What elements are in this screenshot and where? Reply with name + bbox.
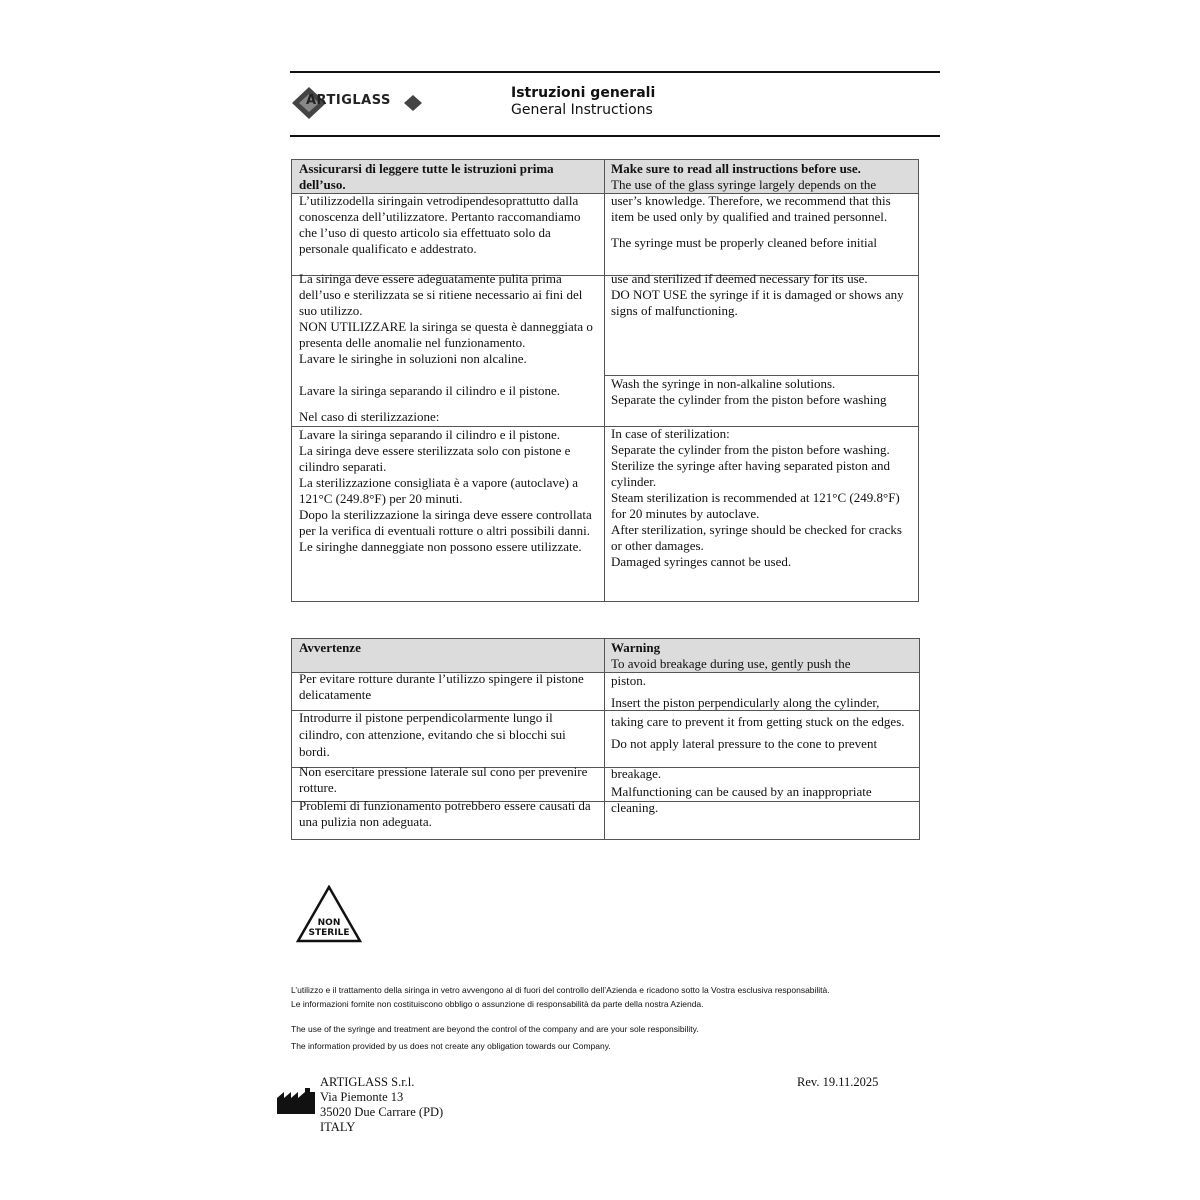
body-text: Introdurre il pistone perpendicolarmente lungo il cilindro, con attenzione, evitando che si blocchi sui bordi. bbox=[299, 710, 566, 759]
body-text: Malfunctioning can be caused by an inappropriate bbox=[611, 784, 872, 799]
body-text: Lavare la siringa separando il cilindro e il pistone. bbox=[299, 427, 560, 442]
body-text: piston. bbox=[611, 673, 647, 688]
table-cell-italian bbox=[299, 427, 599, 555]
body-text: To avoid breakage during use, gently push the bbox=[611, 656, 851, 671]
artiglass-logo bbox=[290, 84, 430, 122]
body-text: Dopo la sterilizzazione la siringa deve essere controllata per la verifica di eventuali rotture o altri possibili danni. Le siringhe danneggiate non possono essere utilizzate. bbox=[299, 507, 592, 554]
header-cell-english bbox=[611, 161, 916, 193]
header-text: Make sure to read all instructions before use. bbox=[611, 161, 861, 176]
body-text: DO NOT USE the syringe if it is damaged or shows any signs of malfunctioning. bbox=[611, 287, 904, 318]
body-text: La siringa deve essere adeguatamente pulita prima dell’uso e sterilizzata se si ritiene necessario ai fini del suo utilizzo. bbox=[299, 271, 583, 318]
country: ITALY bbox=[320, 1120, 356, 1134]
non-sterile-triangle-icon bbox=[296, 885, 362, 943]
table-cell-english bbox=[611, 766, 916, 800]
warning-table bbox=[291, 638, 920, 840]
body-text: taking care to prevent it from getting stuck on the edges. bbox=[611, 714, 905, 729]
page-title-english: General Instructions bbox=[511, 102, 653, 118]
body-text: cleaning. bbox=[611, 800, 659, 815]
disclaimer-line: L’utilizzo e il trattamento della siringa in vetro avvengono al di fuori del controllo dell’Azienda e ricadono sotto la Vostra esclusiva responsabilità. bbox=[291, 985, 830, 995]
table-cell-italian bbox=[299, 383, 599, 425]
column-divider bbox=[604, 160, 605, 601]
table-cell-english bbox=[611, 714, 916, 752]
table-cell-italian bbox=[299, 709, 599, 760]
symbol-text-line-1: NON bbox=[317, 918, 341, 928]
body-text: use and sterilized if deemed necessary for its use. bbox=[611, 271, 868, 286]
body-text: Sterilize the syringe after having separated piston and cylinder. bbox=[611, 458, 891, 489]
column-divider bbox=[604, 639, 605, 839]
disclaimer-line: Le informazioni fornite non costituiscono obbligo o assunzione di responsabilità da parte della nostra Azienda. bbox=[291, 999, 704, 1009]
table-cell-italian bbox=[299, 271, 599, 367]
body-text: Nel caso di sterilizzazione: bbox=[299, 409, 440, 424]
table-cell-italian: Per evitare rotture durante l’utilizzo spingere il pistone delicatamente bbox=[299, 671, 584, 702]
header-text: Warning bbox=[611, 640, 661, 655]
table-cell-italian: L’utilizzodella siringain vetrodipendesoprattutto dalla conoscenza dell’utilizzatore. Pertanto raccomandiamo che l’uso di questo articolo sia effettuato solo da personale qualificato e addestrato. bbox=[299, 193, 581, 256]
street-address: Via Piemonte 13 bbox=[320, 1090, 404, 1104]
table-cell-english bbox=[611, 426, 916, 570]
table-cell-english bbox=[611, 673, 916, 711]
body-text: In case of sterilization: bbox=[611, 426, 730, 441]
company-name: ARTIGLASS S.r.l. bbox=[320, 1075, 415, 1089]
body-text: user’s knowledge. Therefore, we recommend that this item be used only by qualified and trained personnel. bbox=[611, 193, 891, 224]
table-cell-english bbox=[611, 271, 916, 319]
header-cell-italian: Assicurarsi di leggere tutte le istruzioni prima dell’uso. bbox=[299, 161, 554, 192]
body-text: Wash the syringe in non-alkaline solutions. bbox=[611, 376, 836, 391]
disclaimer-line: The information provided by us does not create any obligation towards our Company. bbox=[291, 1041, 611, 1051]
table-cell-italian: Problemi di funzionamento potrebbero essere causati da una pulizia non adeguata. bbox=[299, 798, 591, 829]
disclaimer-italian bbox=[291, 983, 931, 1011]
body-text: Steam sterilization is recommended at 121°C (249.8°F) for 20 minutes by autoclave. bbox=[611, 490, 900, 521]
revision-date: Rev. 19.11.2025 bbox=[797, 1075, 879, 1089]
body-text: Insert the piston perpendicularly along the cylinder, bbox=[611, 695, 880, 710]
body-text: Separate the cylinder from the piston before washing. bbox=[611, 442, 890, 457]
body-text: Separate the cylinder from the piston before washing bbox=[611, 392, 887, 407]
header-cell-english bbox=[611, 640, 916, 672]
factory-icon bbox=[277, 1088, 315, 1114]
body-text: Lavare le siringhe in soluzioni non alcaline. bbox=[299, 351, 527, 366]
header-top-rule bbox=[290, 71, 940, 73]
page-title-italian: Istruzioni generali bbox=[511, 85, 656, 101]
body-text: Damaged syringes cannot be used. bbox=[611, 554, 792, 569]
city-address: 35020 Due Carrare (PD) bbox=[320, 1105, 444, 1119]
disclaimer-english bbox=[291, 1021, 931, 1055]
body-text: The use of the glass syringe largely depends on the bbox=[611, 177, 877, 192]
symbol-text-line-2: STERILE bbox=[308, 928, 350, 938]
table-cell-english bbox=[611, 376, 916, 408]
disclaimer-line: The use of the syringe and treatment are beyond the control of the company and are your sole responsibility. bbox=[291, 1024, 699, 1034]
body-text: La sterilizzazione consigliata è a vapore (autoclave) a 121°C (249.8°F) per 20 minuti. bbox=[299, 475, 578, 506]
body-text: La siringa deve essere sterilizzata solo con pistone e cilindro separati. bbox=[299, 443, 571, 474]
body-text: Do not apply lateral pressure to the cone to prevent bbox=[611, 736, 878, 751]
instructions-table bbox=[291, 159, 919, 602]
body-text: The syringe must be properly cleaned before initial bbox=[611, 235, 878, 250]
header-bottom-rule bbox=[290, 135, 940, 137]
body-text: Lavare la siringa separando il cilindro e il pistone. bbox=[299, 383, 560, 398]
table-cell-english bbox=[611, 193, 916, 251]
table-cell-english bbox=[611, 800, 916, 816]
manufacturer-address bbox=[320, 1075, 443, 1135]
body-text: NON UTILIZZARE la siringa se questa è danneggiata o presenta delle anomalie nel funzionamento. bbox=[299, 319, 593, 350]
body-text: After sterilization, syringe should be checked for cracks or other damages. bbox=[611, 522, 902, 553]
table-cell-italian: Non esercitare pressione laterale sul cono per prevenire rotture. bbox=[299, 764, 588, 795]
header-cell-italian: Avvertenze bbox=[299, 640, 361, 655]
body-text: breakage. bbox=[611, 766, 662, 781]
logo-text: ARTIGLASS bbox=[306, 93, 391, 108]
